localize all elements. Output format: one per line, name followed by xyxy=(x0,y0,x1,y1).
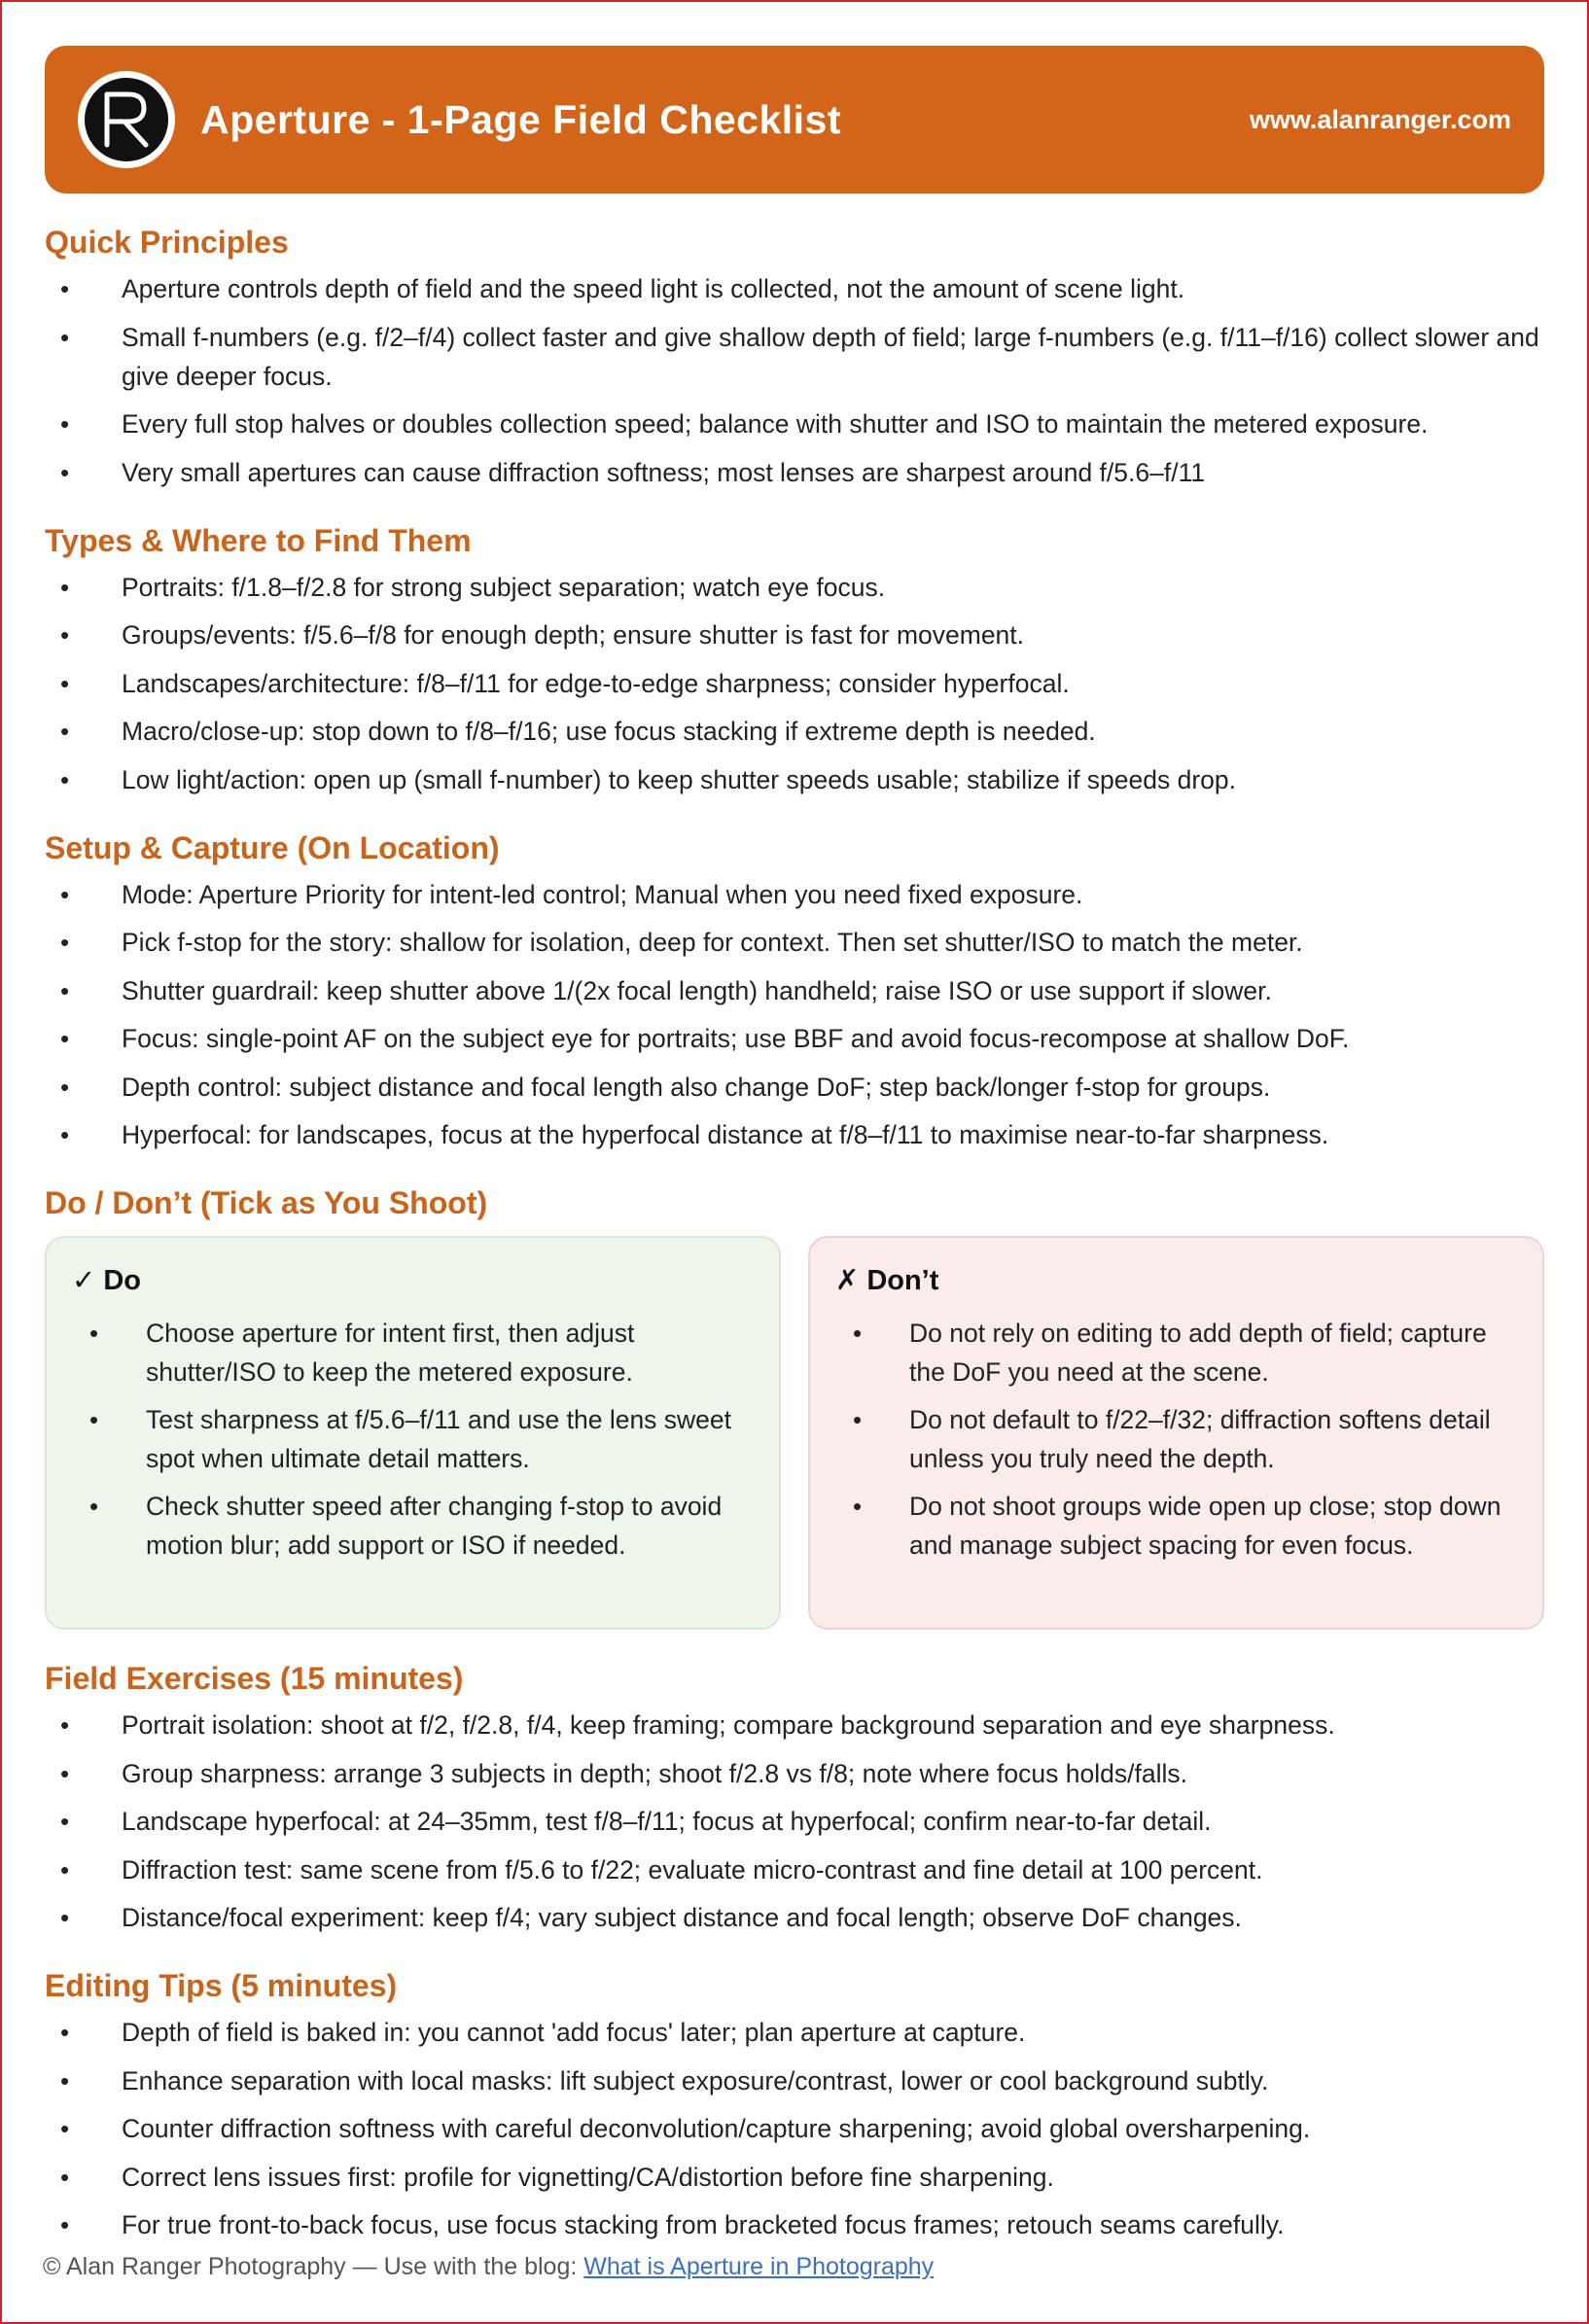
list-item: • Test sharpness at f/5.6–f/11 and use the lens sweet spot when ultimate detail matters. xyxy=(72,1400,756,1478)
list-item: • Small f-numbers (e.g. f/2–f/4) collect faster and give shallow depth of field; large f-numbers (e.g. f/11–f/16) collect slower and give deeper focus. xyxy=(45,318,1544,396)
list-item: • Low light/action: open up (small f-number) to keep shutter speeds usable; stabilize if speeds drop. xyxy=(45,760,1544,799)
list-item: • Portraits: f/1.8–f/2.8 for strong subject separation; watch eye focus. xyxy=(45,568,1544,607)
check-icon: ✓ xyxy=(72,1265,96,1296)
cross-icon: ✗ xyxy=(835,1265,860,1296)
list-item: • Very small apertures can cause diffraction softness; most lenses are sharpest around f/5.6–f/11 xyxy=(45,453,1544,492)
list-item: • Choose aperture for intent first, then adjust shutter/ISO to keep the metered exposure. xyxy=(72,1314,756,1391)
list-item: • Every full stop halves or doubles collection speed; balance with shutter and ISO to maintain the metered exposure. xyxy=(45,405,1544,443)
logo xyxy=(78,71,175,168)
section-title-do-dont: Do / Don’t (Tick as You Shoot) xyxy=(45,1185,488,1220)
list-item: • Distance/focal experiment: keep f/4; vary subject distance and focal length; observe DoF changes. xyxy=(45,1898,1544,1937)
section-title-setup: Setup & Capture (On Location) xyxy=(45,829,500,865)
list-item: • Aperture controls depth of field and the speed light is collected, not the amount of scene light. xyxy=(45,269,1544,308)
page-title: Aperture - 1-Page Field Checklist xyxy=(200,96,842,142)
editing-list xyxy=(45,2013,1544,2244)
list-item: • Landscape hyperfocal: at 24–35mm, test f/8–f/11; focus at hyperfocal; confirm near-to-far detail. xyxy=(45,1802,1544,1841)
section-title-quick-principles: Quick Principles xyxy=(45,225,289,260)
do-dont-cards xyxy=(45,1236,1544,1630)
list-item: • For true front-to-back focus, use focus stacking from bracketed focus frames; retouch seams carefully. xyxy=(45,2205,1544,2244)
list-item: • Landscapes/architecture: f/8–f/11 for edge-to-edge sharpness; consider hyperfocal. xyxy=(45,664,1544,703)
dont-list xyxy=(835,1314,1519,1565)
list-item: • Do not default to f/22–f/32; diffraction softens detail unless you truly need the depth. xyxy=(835,1400,1519,1478)
list-item: • Do not shoot groups wide open up close; stop down and manage subject spacing for even focus. xyxy=(835,1487,1519,1565)
section-title-types: Types & Where to Find Them xyxy=(45,522,472,558)
logo-r-icon xyxy=(97,88,156,151)
list-item: • Depth of field is baked in: you cannot 'add focus' later; plan aperture at capture. xyxy=(45,2013,1544,2052)
list-item: • Macro/close-up: stop down to f/8–f/16; use focus stacking if extreme depth is needed. xyxy=(45,712,1544,751)
exercises-list xyxy=(45,1706,1544,1937)
do-card xyxy=(45,1236,781,1630)
header-banner xyxy=(45,46,1544,194)
list-item: • Portrait isolation: shoot at f/2, f/2.8, f/4, keep framing; compare background separation and eye sharpness. xyxy=(45,1706,1544,1744)
do-card-title: Do xyxy=(103,1265,141,1296)
dont-card-title: Don’t xyxy=(866,1265,939,1296)
list-item: • Enhance separation with local masks: lift subject exposure/contrast, lower or cool background subtly. xyxy=(45,2061,1544,2100)
setup-list xyxy=(45,875,1544,1155)
section-title-editing: Editing Tips (5 minutes) xyxy=(45,1968,398,2003)
list-item: • Diffraction test: same scene from f/5.6 to f/22; evaluate micro-contrast and fine detail at 100 percent. xyxy=(45,1850,1544,1889)
list-item: • Hyperfocal: for landscapes, focus at the hyperfocal distance at f/8–f/11 to maximise near-to-far sharpness. xyxy=(45,1115,1544,1154)
footer-text: © Alan Ranger Photography — Use with the blog: xyxy=(43,2253,584,2280)
list-item: • Focus: single-point AF on the subject eye for portraits; use BBF and avoid focus-recompose at shallow DoF. xyxy=(45,1019,1544,1058)
do-list xyxy=(72,1314,756,1565)
blog-link[interactable]: What is Aperture in Photography xyxy=(583,2253,935,2280)
list-item: • Pick f-stop for the story: shallow for isolation, deep for context. Then set shutter/ISO to match the meter. xyxy=(45,923,1544,962)
list-item: • Check shutter speed after changing f-stop to avoid motion blur; add support or ISO if needed. xyxy=(72,1487,756,1565)
dont-card xyxy=(808,1236,1544,1630)
site-url: www.alanranger.com xyxy=(1249,104,1511,134)
list-item: • Groups/events: f/5.6–f/8 for enough depth; ensure shutter is fast for movement. xyxy=(45,616,1544,654)
list-item: • Do not rely on editing to add depth of field; capture the DoF you need at the scene. xyxy=(835,1314,1519,1391)
footer xyxy=(43,2253,934,2281)
types-list xyxy=(45,568,1544,799)
list-item: • Depth control: subject distance and focal length also change DoF; step back/longer f-stop for groups. xyxy=(45,1068,1544,1107)
list-item: • Correct lens issues first: profile for vignetting/CA/distortion before fine sharpening. xyxy=(45,2158,1544,2197)
quick-principles-list xyxy=(45,269,1544,492)
list-item: • Mode: Aperture Priority for intent-led control; Manual when you need fixed exposure. xyxy=(45,875,1544,914)
list-item: • Shutter guardrail: keep shutter above 1/(2x focal length) handheld; raise ISO or use support if slower. xyxy=(45,971,1544,1010)
list-item: • Counter diffraction softness with careful deconvolution/capture sharpening; avoid global oversharpening. xyxy=(45,2109,1544,2148)
list-item: • Group sharpness: arrange 3 subjects in depth; shoot f/2.8 vs f/8; note where focus holds/falls. xyxy=(45,1754,1544,1793)
section-title-exercises: Field Exercises (15 minutes) xyxy=(45,1661,464,1696)
